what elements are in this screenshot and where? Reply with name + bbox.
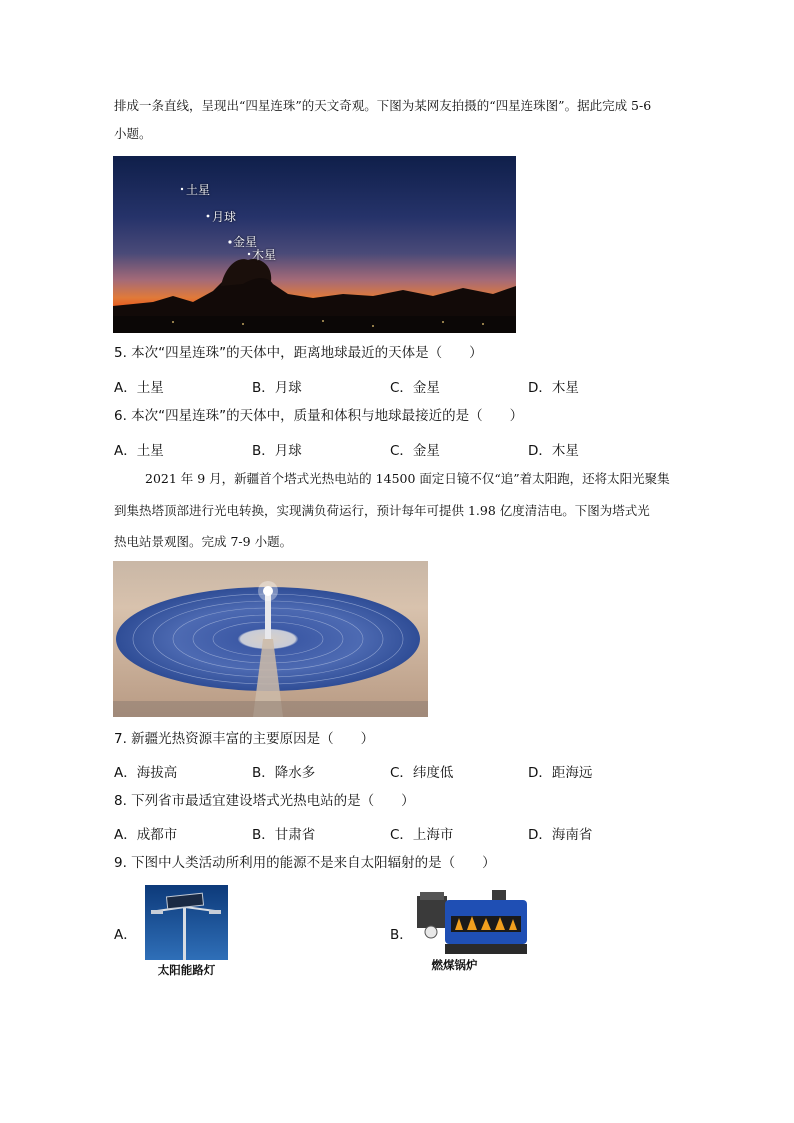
caption-coal-boiler: 燃煤锅炉 <box>431 958 478 972</box>
label-venus: 金星 <box>233 235 258 249</box>
four-planets-photo <box>113 156 516 333</box>
solar-tower-plant-photo <box>113 561 428 717</box>
label-jupiter: 木星 <box>252 248 277 262</box>
label-moon: 月球 <box>212 210 237 224</box>
q9-option-b[interactable]: B． <box>390 927 413 943</box>
coal-boiler-photo <box>417 890 532 957</box>
passage2-line-2: 到集热塔顶部进行光电转换，实现满负荷运行，预计每年可提供 1.98 亿度清洁电。下图为塔式光 <box>114 503 650 518</box>
q5-option-a[interactable]: A．土星 <box>114 380 164 396</box>
q6-stem: 6. 本次“四星连珠”的天体中，质量和体积与地球最接近的是（ ） <box>114 408 524 424</box>
q8-option-a[interactable]: A．成都市 <box>114 827 178 843</box>
q7-option-a[interactable]: A．海拔高 <box>114 765 178 781</box>
q7-option-d[interactable]: D．距海远 <box>528 765 593 781</box>
label-saturn: 土星 <box>186 183 211 197</box>
passage2-line-1: 2021 年 9 月，新疆首个塔式光热电站的 14500 面定日镜不仅“追”着太阳跑，还将太阳光聚集 <box>145 471 670 486</box>
q7-option-c[interactable]: C．纬度低 <box>390 765 454 781</box>
q6-option-c[interactable]: C．金星 <box>390 443 440 459</box>
q6-option-b[interactable]: B．月球 <box>252 443 302 459</box>
q8-stem: 8. 下列省市最适宜建设塔式光热电站的是（ ） <box>114 793 415 809</box>
q6-option-a[interactable]: A．土星 <box>114 443 164 459</box>
q9-option-a[interactable]: A． <box>114 927 137 943</box>
q8-option-b[interactable]: B．甘肃省 <box>252 827 316 843</box>
caption-solar-street-lamp: 太阳能路灯 <box>157 963 216 977</box>
solar-street-lamp-illustration <box>145 885 228 960</box>
q6-option-d[interactable]: D．木星 <box>528 443 579 459</box>
q7-option-b[interactable]: B．降水多 <box>252 765 316 781</box>
q8-option-c[interactable]: C．上海市 <box>390 827 454 843</box>
coal-boiler-illustration <box>417 890 532 957</box>
intro-line-2: 小题。 <box>114 126 152 141</box>
q7-stem: 7. 新疆光热资源丰富的主要原因是（ ） <box>114 731 375 747</box>
q9-stem: 9. 下图中人类活动所利用的能源不是来自太阳辐射的是（ ） <box>114 855 496 871</box>
solar-plant-illustration <box>113 561 428 717</box>
q5-option-b[interactable]: B．月球 <box>252 380 302 396</box>
q8-option-d[interactable]: D．海南省 <box>528 827 593 843</box>
solar-street-lamp-photo <box>145 885 228 960</box>
intro-line-1: 排成一条直线，呈现出“四星连珠”的天文奇观。下图为某网友拍摄的“四星连珠图”。据此完成 5-6 <box>114 98 652 113</box>
q5-stem: 5. 本次“四星连珠”的天体中，距离地球最近的天体是（ ） <box>114 345 483 361</box>
q5-option-d[interactable]: D．木星 <box>528 380 579 396</box>
q5-option-c[interactable]: C．金星 <box>390 380 440 396</box>
passage2-line-3: 热电站景观图。完成 7-9 小题。 <box>114 534 293 549</box>
sunset-sky-illustration <box>113 156 516 333</box>
